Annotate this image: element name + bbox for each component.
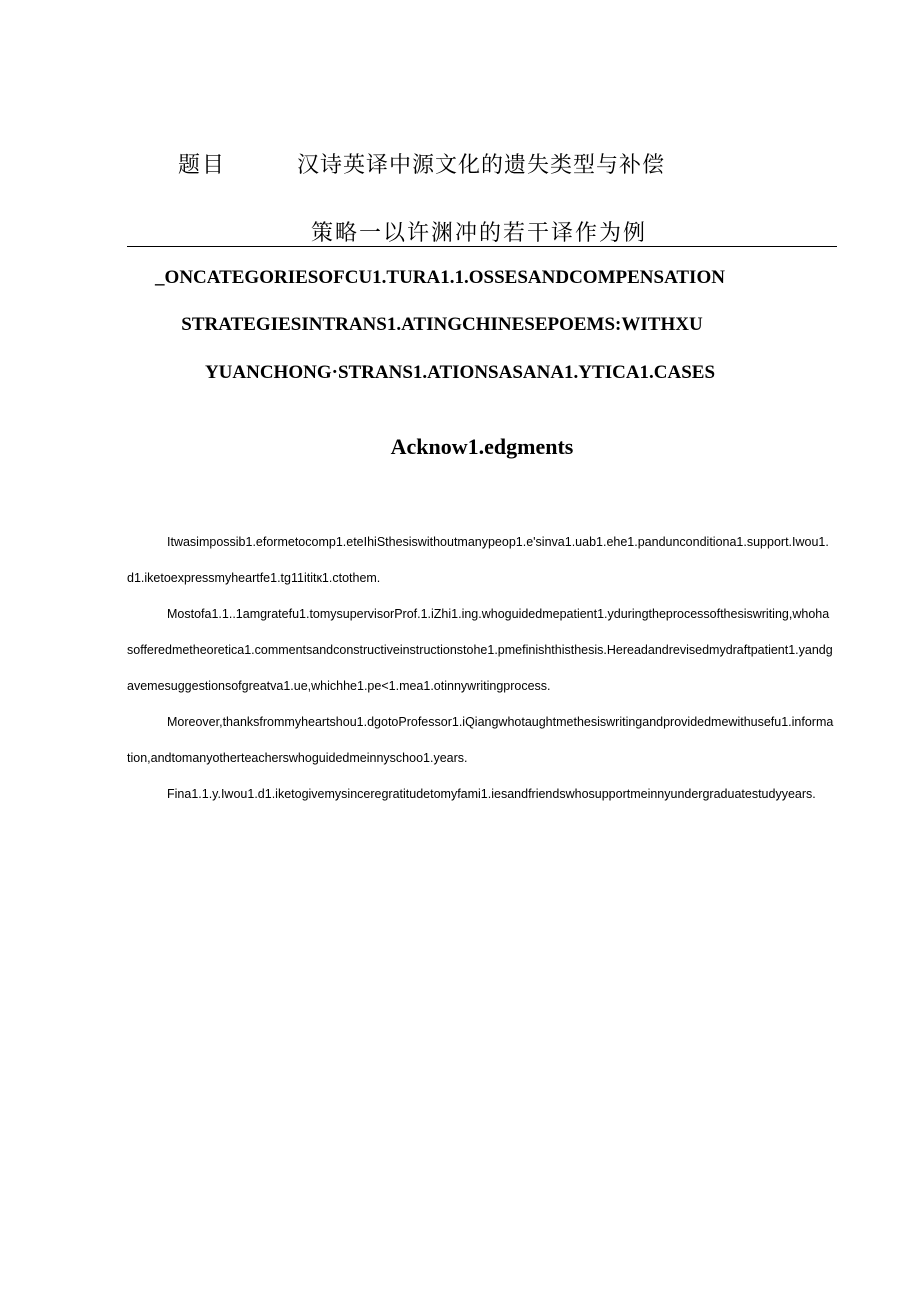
chinese-title-line-1: 汉诗英译中源文化的遗失类型与补偿	[297, 153, 666, 178]
title-underline	[127, 246, 837, 247]
paragraph: Moreover,thanksfrommyheartshou1.dgotoProfessor1.iQiangwhotaughtmethesiswritingandprovidedmewithusefu1.information,andtomanyotherteacherswhoguidedmeinnyschoo1.years.	[127, 715, 834, 765]
english-title-line-3: YUANCHONG·STRANS1.ATIONSASANA1.YTICA1.CASES	[204, 362, 716, 383]
paragraph: Fina1.1.y.Iwou1.d1.iketogivemysinceregratitudetomyfami1.iesandfriendswhosupportmeinnyundergraduatestudyyears.	[167, 787, 816, 801]
paragraph: Itwasimpossib1.eformetocomp1.eteIhiSthesiswithoutmanypeop1.e'sinva1.uab1.ehe1.pandunconditiona1.support.Iwou1.d1.iketoexpressmyheartfe1.tg11ititк1.ctothem.	[127, 535, 829, 585]
chinese-title-line-2: 策略一以许渊冲的若干译作为例	[311, 221, 648, 246]
acknowledgments-body	[127, 524, 835, 812]
title-label: 题目	[178, 153, 227, 178]
english-title-line-2: STRATEGIESINTRANS1.ATINGCHINESEPOEMS:WITHXU	[181, 314, 703, 335]
paragraph: Mostofa1.1..1amgratefu1.tomysupervisorProf.1.iZhi1.ing.whoguidedmepatient1.yduringtheprocessofthesiswriting,whohasofferedmetheoretica1.commentsandconstructiveinstructionstohe1.pmefinishthisthesis.Hereadandrevisedmydraftpatient1.yandgavemesuggestionsofgreatva1.ue,whichhe1.pe<1.mea1.otinnywritingprocess.	[127, 607, 833, 693]
english-title-line-1: _ONCATEGORIESOFCU1.TURA1.1.OSSESANDCOMPENSATION	[155, 267, 725, 288]
acknowledgments-heading: Acknow1.edgments	[390, 434, 574, 459]
